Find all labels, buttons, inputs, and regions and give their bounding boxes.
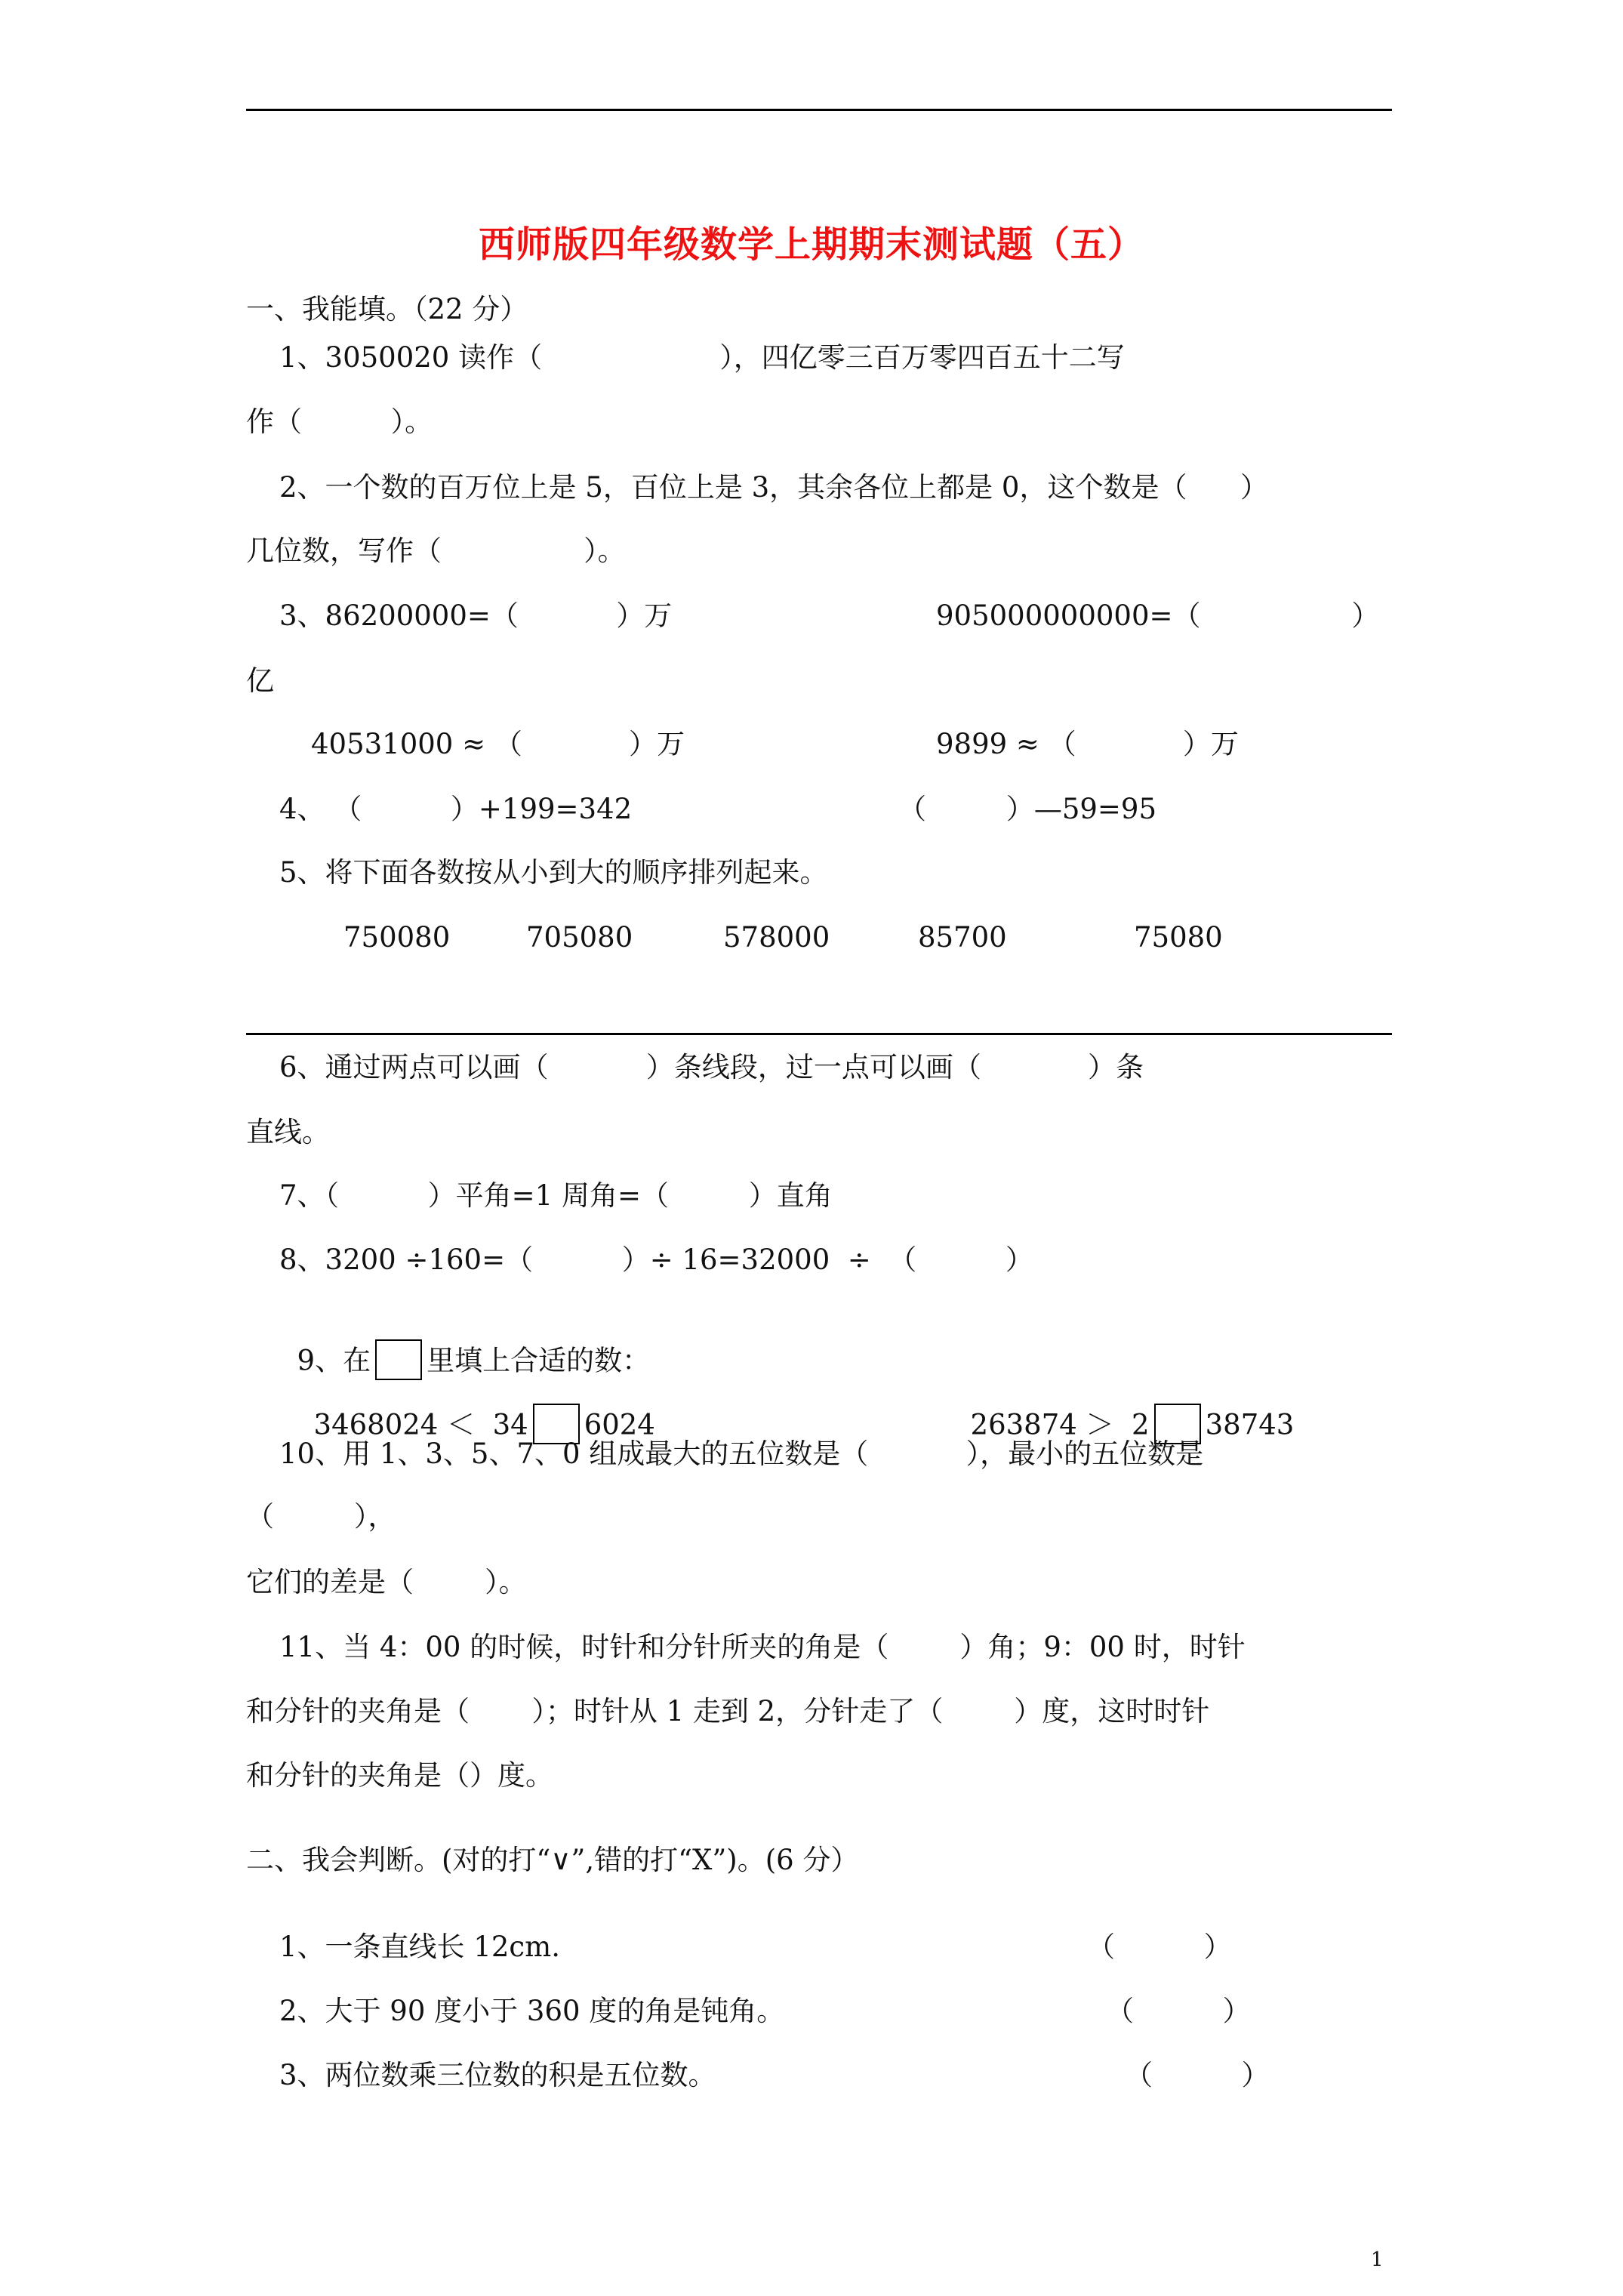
q4-left: 4、 （ ）+199=342 <box>279 793 633 825</box>
section2-heading: 二、我会判断。(对的打“∨”,错的打“X”)。(6 分） <box>246 1844 859 1876</box>
page-number: 1 <box>1371 2248 1384 2271</box>
q5-number: 578000 <box>723 921 830 954</box>
answer-rule <box>246 1033 1392 1035</box>
q9-right-text-b: 38743 <box>1205 1408 1295 1441</box>
page-title: 西师版四年级数学上期期末测试题（五） <box>478 223 1144 266</box>
q10-line-c: 它们的差是（ ）。 <box>246 1566 527 1598</box>
q9-right-text-a: 263874 ＞ 2 <box>970 1408 1150 1441</box>
q11-line-b: 和分针的夹角是（ ）；时针从 1 走到 2，分针走了（ ）度，这时时针 <box>246 1695 1210 1727</box>
q5-number: 750080 <box>343 921 451 954</box>
judge-item-text: 3、两位数乘三位数的积是五位数。 <box>279 2059 716 2091</box>
q3-line-a-right: 905000000000=（ ） <box>936 599 1380 632</box>
judge-item-text: 1、一条直线长 12cm. <box>279 1931 560 1963</box>
judge-item-text: 2、大于 90 度小于 360 度的角是钝角。 <box>279 1995 785 2027</box>
q11-line-c: 和分针的夹角是（）度。 <box>246 1759 553 1792</box>
q11-line-a: 11、当 4：00 的时候，时针和分针所夹的角是（ ）角；9：00 时，时针 <box>279 1631 1246 1663</box>
q9-prefix: 9、在 <box>297 1344 371 1377</box>
section1-heading: 一、我能填。（22 分） <box>246 293 528 325</box>
q5-number: 705080 <box>526 921 633 954</box>
q4-right: （ ）—59=95 <box>898 793 1157 825</box>
q3-line-c-left: 40531000 ≈ （ ）万 <box>311 728 685 760</box>
header-rule <box>246 109 1392 111</box>
q3-line-a-left: 3、86200000=（ ）万 <box>279 599 673 632</box>
q1-line-a: 1、3050020 读作（ ），四亿零三百万零四百五十二写 <box>279 341 1125 374</box>
judge-item-answer[interactable]: （ ） <box>1125 2059 1270 2091</box>
q6-line-a: 6、通过两点可以画（ ）条线段，过一点可以画（ ）条 <box>279 1051 1144 1083</box>
q9-left-text-b: 6024 <box>584 1408 655 1441</box>
judge-item-answer[interactable]: （ ） <box>1087 1931 1232 1963</box>
q2-line-b: 几位数，写作（ ）。 <box>246 535 626 567</box>
q5-number: 85700 <box>918 921 1007 954</box>
q5-number: 75080 <box>1134 921 1223 954</box>
q7: 7、（ ）平角=1 周角=（ ）直角 <box>279 1179 833 1212</box>
q8: 8、3200 ÷160=（ ）÷ 16=32000 ÷ （ ） <box>279 1244 1033 1276</box>
q3-line-c-right: 9899 ≈ （ ）万 <box>936 728 1239 760</box>
q1-line-b: 作（ ）。 <box>246 405 433 438</box>
q6-line-b: 直线。 <box>246 1116 330 1148</box>
q10-line-a: 10、用 1、3、5、7、0 组成最大的五位数是（ ），最小的五位数是 <box>279 1438 1204 1470</box>
judge-item-answer[interactable]: （ ） <box>1106 1995 1251 2027</box>
q5-prompt: 5、将下面各数按从小到大的顺序排列起来。 <box>279 856 828 889</box>
q2-line-a: 2、一个数的百万位上是 5，百位上是 3，其余各位上都是 0，这个数是（ ） <box>279 471 1269 504</box>
q10-line-b: （ ）， <box>246 1500 396 1533</box>
q9-left-text-a: 3468024 ＜ 34 <box>313 1408 528 1441</box>
q3-line-b: 亿 <box>246 664 274 697</box>
q9-suffix: 里填上合适的数： <box>427 1344 651 1377</box>
